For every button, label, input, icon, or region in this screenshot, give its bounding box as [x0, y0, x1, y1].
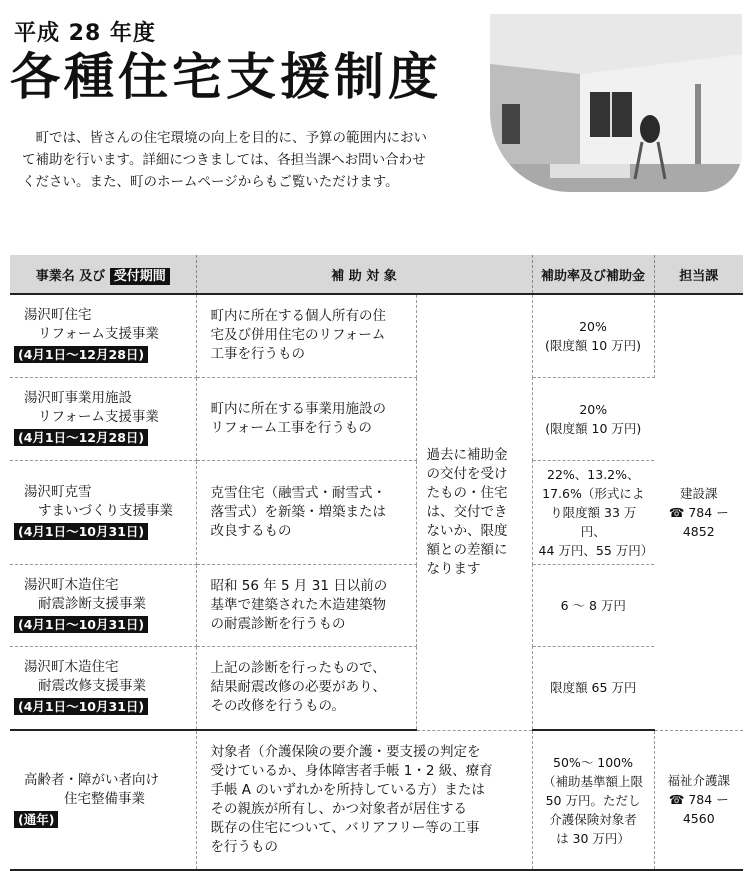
renovation-photo [490, 14, 742, 192]
program-name: 湯沢町木造住宅 耐震改修支援事業 (4月1日～10月31日) [10, 646, 196, 730]
table-row [10, 294, 743, 377]
page-subtitle: 平成 28 年度 [14, 21, 156, 46]
period-badge: (4月1日～12月28日) [14, 429, 148, 446]
program-target: 町内に所在する事業用施設の リフォーム工事を行うもの [196, 377, 416, 460]
period-badge: (4月1日～10月31日) [14, 698, 148, 715]
program-rate: 6 ～ 8 万円 [532, 564, 654, 646]
intro-line: ください。また、町のホームページからもご覧いただけます。 [22, 174, 399, 190]
period-badge: (通年) [14, 811, 58, 828]
program-name: 湯沢町事業用施設 リフォーム支援事業 (4月1日～12月28日) [10, 377, 196, 460]
page-title: 各種住宅支援制度 [10, 48, 442, 106]
period-badge: (4月1日～12月28日) [14, 346, 148, 363]
intro-line: て補助を行います。詳細につきましては、各担当課へお問い合わせ [22, 152, 426, 168]
table-row [10, 730, 743, 870]
program-name: 湯沢町住宅 リフォーム支援事業 (4月1日～12月28日) [10, 294, 196, 377]
dept-fukushi: 福祉介護課 ☎ 784 ー 4560 [654, 730, 743, 870]
header-target: 補 助 対 象 [196, 255, 532, 294]
header-dept: 担当課 [654, 255, 743, 294]
program-rate: 22%、13.2%、 17.6%（形式によ り限度額 33 万円、 44 万円、55 万円） [532, 460, 654, 564]
phone-icon-line: ☎ 784 ー [668, 792, 729, 808]
program-target: 克雪住宅（融雪式・耐雪式・ 落雪式）を新築・増築または 改良するもの [196, 460, 416, 564]
table-row [10, 646, 743, 730]
phone-icon-line: ☎ 784 ー [668, 504, 729, 520]
header-name-prefix: 事業名 及び [35, 268, 106, 284]
table-row [10, 377, 743, 460]
program-rate: 限度額 65 万円 [532, 646, 654, 730]
program-target: 昭和 56 年 5 月 31 日以前の 基準で建築された木造建築物 の耐震診断を行うもの [196, 564, 416, 646]
header-rate: 補助率及び補助金 [532, 255, 654, 294]
common-condition: 過去に補助金 の交付を受け たもの・住宅 は、交付でき ないか、限度 額との差額に なります [416, 294, 532, 730]
table-header-row [10, 255, 743, 294]
table-row [10, 564, 743, 646]
intro-text [22, 127, 472, 193]
header-period-badge: 受付期間 [110, 268, 170, 285]
support-table [10, 255, 743, 871]
program-rate: 50%～ 100% （補助基準額上限 50 万円。ただし 介護保険対象者 は 30 万円） [532, 730, 654, 870]
period-badge: (4月1日～10月31日) [14, 616, 148, 633]
header-name [10, 255, 196, 294]
program-target: 対象者（介護保険の要介護・要支援の判定を 受けているか、身体障害者手帳 1・2 級、療育 手帳 A のいずれかを所持している方）または その親族が所有し、かつ対象者が居住する 既存の住宅について、バリアフリー等の工事 を行うもの [196, 730, 532, 870]
program-rate: 20% (限度額 10 万円) [532, 377, 654, 460]
dept-kensetsu: 建設課 ☎ 784 ー 4852 [654, 294, 743, 730]
table-row [10, 460, 743, 564]
program-target: 上記の診断を行ったもので、 結果耐震改修の必要があり、 その改修を行うもの。 [196, 646, 416, 730]
program-name: 湯沢町克雪 すまいづくり支援事業 (4月1日～10月31日) [10, 460, 196, 564]
program-name: 高齢者・障がい者向け 住宅整備事業 (通年) [10, 730, 196, 870]
program-rate: 20% (限度額 10 万円) [532, 294, 654, 377]
period-badge: (4月1日～10月31日) [14, 523, 148, 540]
intro-line: 町では、皆さんの住宅環境の向上を目的に、予算の範囲内におい [35, 130, 427, 146]
program-target: 町内に所在する個人所有の住 宅及び併用住宅のリフォーム 工事を行うもの [196, 294, 416, 377]
program-name: 湯沢町木造住宅 耐震診断支援事業 (4月1日～10月31日) [10, 564, 196, 646]
